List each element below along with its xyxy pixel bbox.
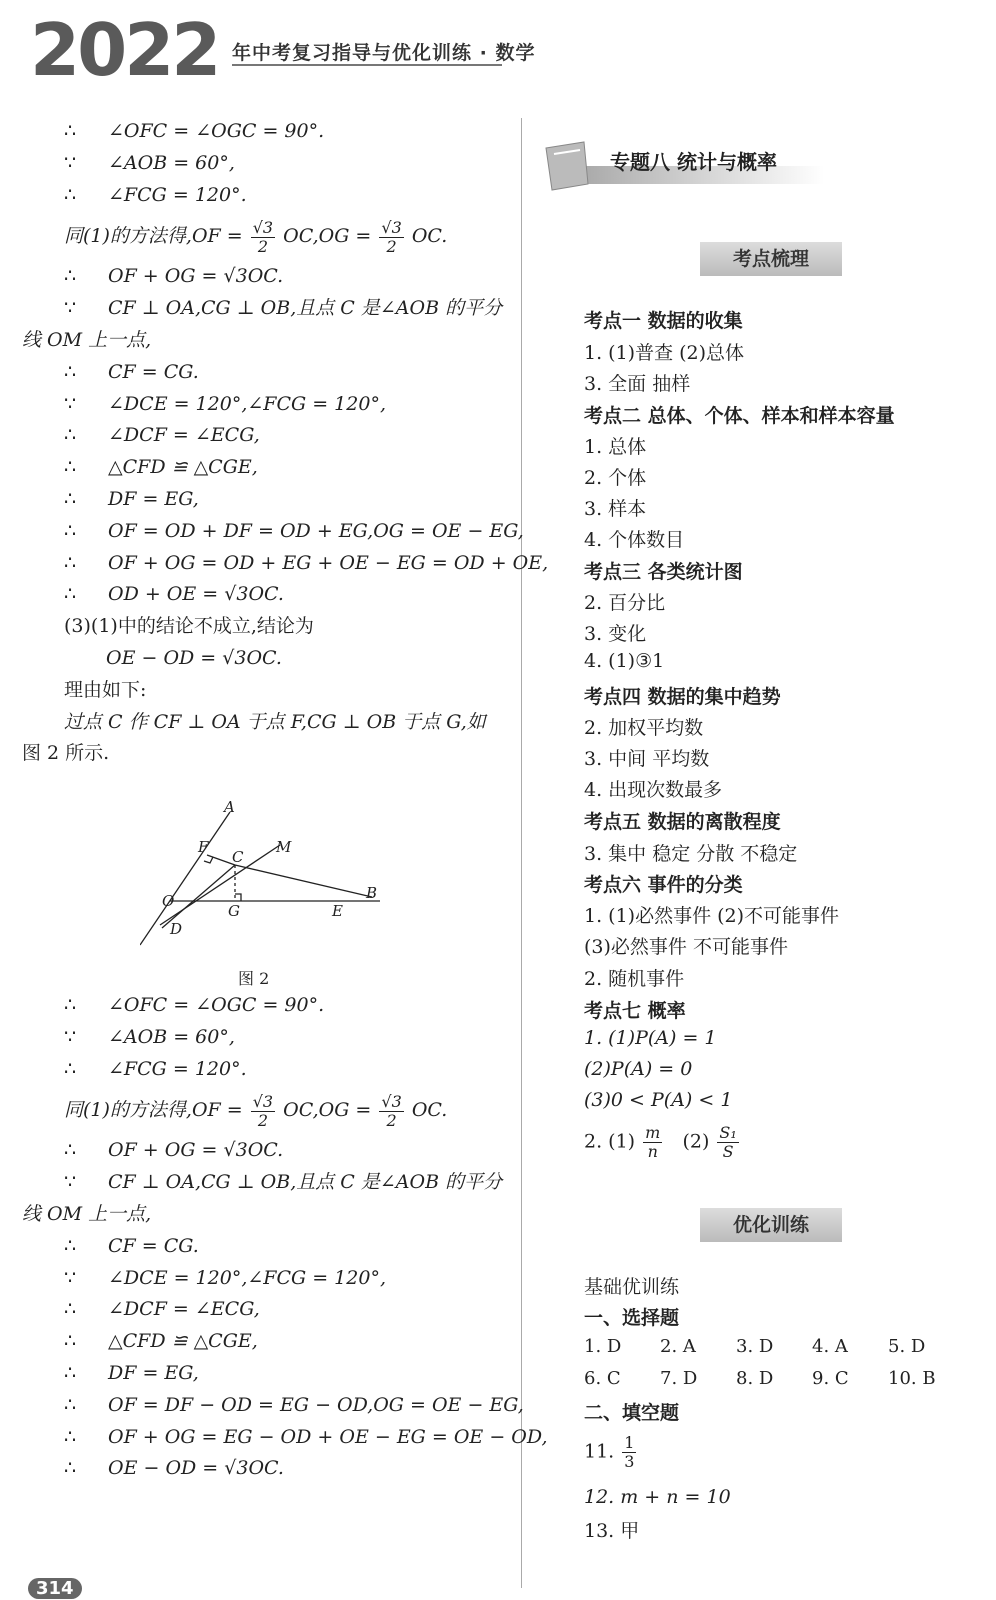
answer-line: 2. 百分比 [584, 592, 666, 614]
answer-line: (2)P(A) = 0 [584, 1058, 693, 1080]
segment-ce [235, 865, 372, 897]
page-number: 314 [28, 1578, 82, 1599]
label-m: M [276, 838, 292, 856]
label-b: B [366, 884, 378, 902]
figure-caption: 图 2 [238, 969, 270, 988]
answer-line: 2. 加权平均数 [584, 717, 704, 739]
answer-line: 1. 总体 [584, 436, 647, 458]
header-title: 年中考复习指导与优化训练 · 数学 [232, 42, 536, 64]
answer-line: 4. (1)③1 [584, 650, 665, 672]
part-fill: 二、填空题 [584, 1402, 680, 1424]
answer-line-fractions: 2. (1) $\frac{m}{n}$ (2) $\frac{\text{S₁}}{S}$ [584, 1123, 737, 1161]
answer-line: 2. 个体 [584, 467, 647, 489]
right-angle-g [235, 894, 241, 901]
header-year: 2022 [30, 8, 219, 92]
choice-answers-row-2: 6. C 7. D 8. D 9. C 10. B [584, 1368, 936, 1389]
fraction-line-2: 同(1)的方法得,OF = $\frac{√3}{2}$ OC,OG = $\frac{√3}{2}$ OC. [64, 1091, 448, 1130]
kaodian-7: 考点七 概率 [584, 1000, 686, 1022]
answer-line: 1. (1)普查 (2)总体 [584, 342, 745, 364]
answer-line: 1. (1)必然事件 (2)不可能事件 [584, 905, 840, 927]
answer-line: 3. 变化 [584, 623, 647, 645]
answer-12: 12. m + n = 10 [584, 1486, 731, 1508]
label-f: F [198, 838, 209, 856]
answer-line: 2. 随机事件 [584, 968, 685, 990]
answer-line: (3)必然事件 不可能事件 [584, 936, 788, 958]
ray-oa [140, 812, 230, 945]
answer-13: 13. 甲 [584, 1520, 640, 1542]
geometry-figure-2 [140, 800, 410, 990]
kaodian-3: 考点三 各类统计图 [584, 561, 743, 583]
kaodian-2: 考点二 总体、个体、样本和样本容量 [584, 405, 895, 427]
label-g: G [228, 902, 240, 920]
left-column: ∴ ∠OFC = ∠OGC = 90°. ∵ ∠AOB = 60°, ∴ ∠FCG = 120°. 同(1)的方法得,OF = $\frac{√3}{2}$ OC,OG = $\frac{√3}{2}$ OC. ∴ OF + OG = √3OC. ∵ CF ⊥ OA,CG ⊥ OB,且点 C 是∠AOB 的平分 线 OM 上一点, ∴ CF = CG. ∵ ∠DCE = 120°,∠FCG = 120°, ∴ ∠DCF = ∠ECG, ∴ △CFD ≌ △CGE, ∴ DF = EG, ∴ OF = OD + DF = OD + EG,OG = OE − EG, ∴ OF + OG = OD + EG + OE − EG = OD + OE, ∴ OD + OE = √3OC. (3)(1)中的结论不成立,结论为 OE − OD = √3OC. 理由如下: 过点 C 作 CF ⊥ OA 于点 F,CG ⊥ OB 于点 G,如 图 2 所示. [22, 120, 549, 765]
section-heading-training: 优化训练 [700, 1208, 842, 1242]
answer-line: 3. 集中 稳定 分散 不稳定 [584, 843, 798, 865]
header-rule [232, 64, 502, 66]
label-d: D [170, 920, 183, 938]
column-divider [521, 118, 522, 1588]
answer-line: (3)0 < P(A) < 1 [584, 1089, 733, 1111]
kaodian-4: 考点四 数据的集中趋势 [584, 686, 781, 708]
left-column-lower: ∴ ∠OFC = ∠OGC = 90°. ∵ ∠AOB = 60°, ∴ ∠FCG = 120°. 同(1)的方法得,OF = $\frac{√3}{2}$ OC,OG = $\frac{√3}{2}$ OC. ∴ OF + OG = √3OC. ∵ CF ⊥ OA,CG ⊥ OB,且点 C 是∠AOB 的平分 线 OM 上一点, ∴ CF = CG. ∵ ∠DCE = 120°,∠FCG = 120°, ∴ ∠DCF = ∠ECG, ∴ △CFD ≌ △CGE, ∴ DF = EG, ∴ OF = DF − OD = EG − OD,OG = OE − EG, ∴ OF + OG = EG − OD + OE − EG = OE − OD, ∴ OE − OD = √3OC. [22, 994, 548, 1480]
answer-line: 4. 出现次数最多 [584, 779, 723, 801]
answer-line: 4. 个体数目 [584, 529, 685, 551]
ray-om [160, 845, 280, 925]
answer-line: 1. (1)P(A) = 1 [584, 1027, 717, 1049]
kaodian-1: 考点一 数据的收集 [584, 310, 743, 332]
subheading-basic: 基础优训练 [584, 1276, 680, 1298]
part-choice: 一、选择题 [584, 1307, 680, 1329]
right-angle-f [204, 857, 213, 863]
label-c: C [232, 848, 244, 866]
topic-title: 专题八 统计与概率 [610, 150, 777, 174]
kaodian-6: 考点六 事件的分类 [584, 874, 743, 896]
choice-answers-row-1: 1. D 2. A 3. D 4. A 5. D [584, 1336, 926, 1357]
kaodian-5: 考点五 数据的离散程度 [584, 811, 781, 833]
answer-11: 11. $\frac{1}{3}$ [584, 1433, 635, 1471]
section-heading-review: 考点梳理 [700, 242, 842, 276]
label-a: A [224, 800, 235, 816]
answer-line: 3. 样本 [584, 498, 647, 520]
label-o: O [162, 892, 175, 910]
label-e: E [332, 902, 343, 920]
answer-line: 3. 中间 平均数 [584, 748, 710, 770]
answer-line: 3. 全面 抽样 [584, 373, 691, 395]
fraction-line-1: 同(1)的方法得,OF = $\frac{√3}{2}$ OC,OG = $\frac{√3}{2}$ OC. [64, 217, 448, 256]
